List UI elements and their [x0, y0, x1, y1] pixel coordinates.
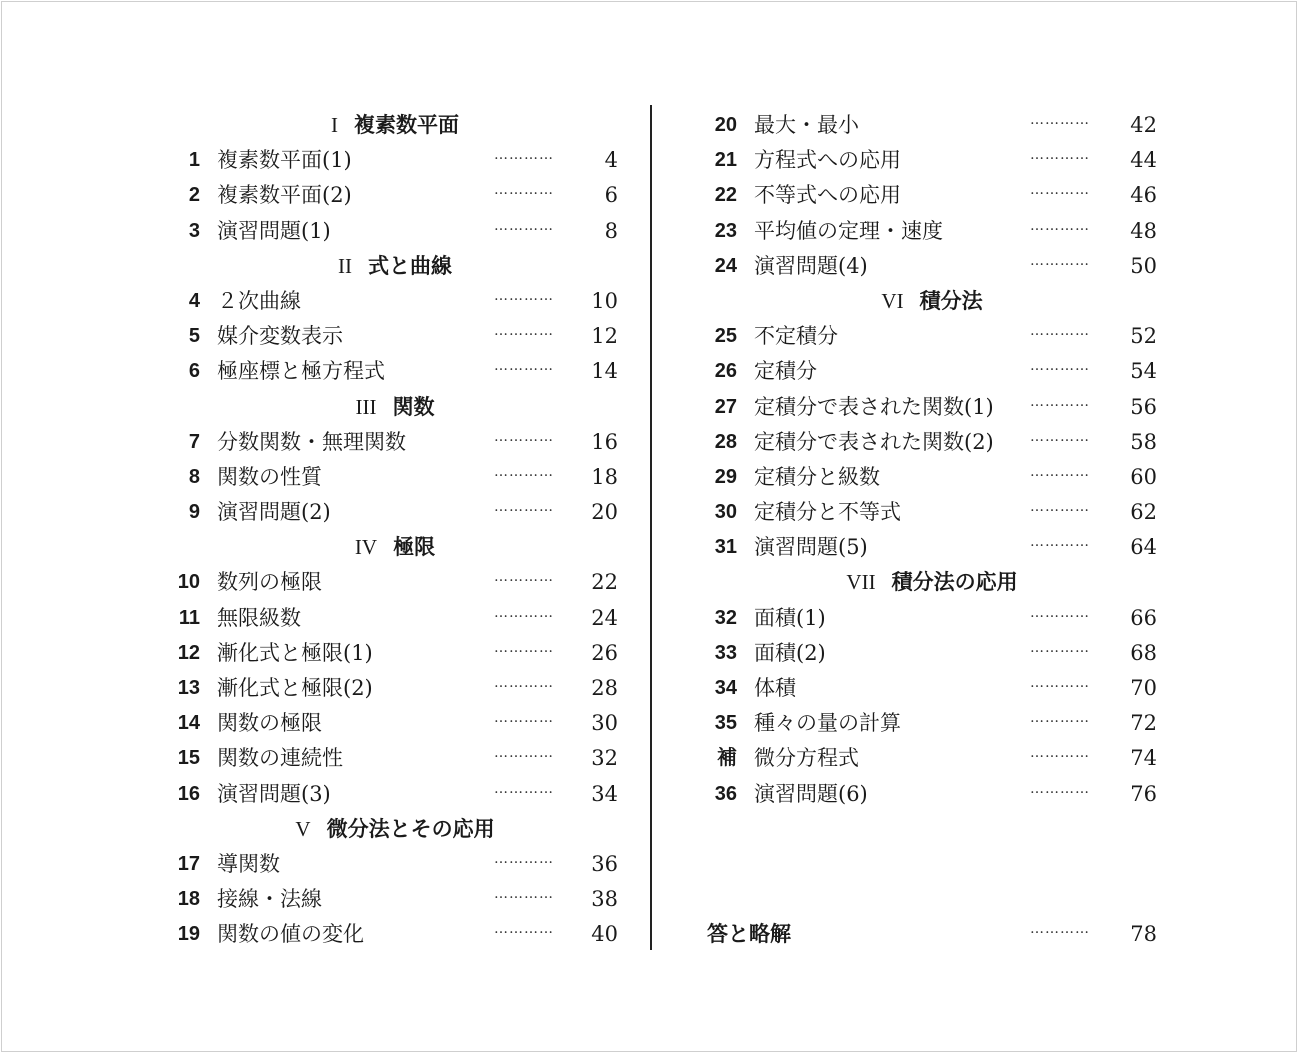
section-title: 微分法とその応用 — [326, 817, 495, 841]
dot-leader: ………… — [1030, 358, 1090, 375]
toc-entry[interactable] — [160, 917, 630, 952]
entry-title: 演習問題(2) — [217, 500, 331, 525]
dot-leader: ………… — [494, 217, 554, 234]
entry-page-number: 32 — [591, 746, 618, 771]
section-heading — [697, 565, 1167, 600]
entry-page-number: 66 — [1130, 605, 1157, 630]
entry-page-number: 38 — [591, 887, 618, 912]
dot-leader: ………… — [494, 428, 554, 445]
toc-entry[interactable] — [697, 214, 1167, 249]
entry-number: 23 — [714, 219, 737, 242]
entry-page-number: 20 — [591, 500, 618, 525]
section-heading — [160, 390, 630, 425]
blank-line — [697, 812, 1167, 847]
entry-page-number: 30 — [591, 711, 618, 736]
section-heading — [160, 812, 630, 847]
dot-leader: ………… — [494, 499, 554, 516]
toc-column-right — [697, 108, 1167, 953]
entry-title: 体積 — [754, 676, 796, 700]
entry-page-number: 58 — [1130, 429, 1157, 454]
entry-title: 接線・法線 — [217, 887, 322, 912]
entry-page-number: 76 — [1130, 781, 1157, 806]
toc-column-left — [160, 108, 630, 953]
entry-title: 極座標と極方程式 — [217, 359, 385, 384]
toc-entry[interactable] — [697, 425, 1167, 460]
toc-entry[interactable] — [160, 178, 630, 213]
entry-number: 16 — [177, 782, 200, 805]
entry-number: 28 — [714, 430, 737, 453]
dot-leader: ………… — [494, 745, 554, 762]
toc-entry[interactable] — [697, 601, 1167, 636]
entry-page-number: 34 — [591, 781, 618, 806]
entry-title: 定積分と級数 — [754, 464, 880, 489]
section-title: 関数 — [392, 395, 435, 419]
dot-leader: ………… — [1030, 745, 1090, 762]
section-numeral: VI — [881, 288, 904, 313]
dot-leader: ………… — [494, 463, 554, 480]
toc-entry[interactable] — [160, 636, 630, 671]
section-title: 極限 — [393, 536, 436, 560]
dot-leader: ………… — [1030, 534, 1090, 551]
toc-entry[interactable] — [160, 214, 630, 249]
entry-number: 36 — [714, 782, 737, 805]
entry-page-number: 18 — [591, 464, 618, 489]
toc-entry[interactable] — [697, 249, 1167, 284]
dot-leader: ………… — [1030, 182, 1090, 199]
entry-page-number: 46 — [1130, 183, 1157, 208]
dot-leader: ………… — [494, 675, 554, 691]
entry-page-number: 64 — [1130, 535, 1157, 560]
entry-number: 10 — [177, 571, 200, 594]
entry-number: 29 — [714, 465, 737, 488]
toc-entry[interactable] — [697, 143, 1167, 178]
entry-page-number: 28 — [591, 676, 618, 700]
entry-title: 導関数 — [217, 851, 280, 876]
toc-entry[interactable] — [160, 565, 630, 600]
entry-page-number: 78 — [1130, 922, 1157, 947]
dot-leader: ………… — [494, 569, 554, 586]
dot-leader: ………… — [494, 147, 554, 164]
entry-number: 22 — [714, 184, 737, 207]
entry-page-number: 56 — [1130, 394, 1157, 419]
entry-number: 30 — [714, 501, 737, 524]
toc-entry[interactable] — [697, 178, 1167, 213]
entry-title: 平均値の定理・速度 — [754, 218, 943, 243]
entry-page-number: 74 — [1130, 746, 1157, 771]
entry-number: 27 — [714, 395, 737, 418]
entry-number: 6 — [188, 360, 200, 383]
section-title: 積分法 — [919, 289, 983, 313]
entry-title: 定積分と不等式 — [754, 500, 901, 525]
entry-title: 種々の量の計算 — [754, 711, 901, 736]
section-numeral: V — [295, 816, 311, 841]
toc-entry[interactable] — [160, 601, 630, 636]
dot-leader: ………… — [1030, 499, 1090, 516]
toc-entry[interactable] — [697, 495, 1167, 530]
entry-number: 3 — [188, 219, 200, 242]
toc-entry[interactable] — [160, 143, 630, 178]
toc-entry-answers[interactable] — [697, 917, 1167, 952]
toc-entry[interactable] — [160, 425, 630, 460]
entry-title: 関数の連続性 — [217, 746, 343, 771]
toc-entry[interactable] — [697, 706, 1167, 741]
entry-title: 演習問題(1) — [217, 218, 331, 243]
dot-leader: ………… — [1030, 428, 1090, 445]
toc-entry[interactable] — [697, 108, 1167, 143]
section-heading — [160, 530, 630, 565]
entry-number: 9 — [188, 501, 200, 524]
dot-leader: ………… — [494, 710, 554, 727]
entry-title: 面積(2) — [754, 640, 826, 665]
dot-leader: ………… — [494, 604, 554, 621]
dot-leader: ………… — [494, 358, 554, 375]
entry-page-number: 72 — [1130, 711, 1157, 736]
entry-number: 25 — [714, 325, 737, 348]
entry-number: 21 — [714, 149, 737, 172]
entry-number: 17 — [177, 852, 200, 875]
dot-leader: ………… — [1030, 323, 1090, 340]
toc-entry[interactable] — [160, 495, 630, 530]
entry-title: 演習問題(5) — [754, 535, 868, 560]
entry-number: 31 — [714, 536, 737, 559]
entry-number: 2 — [188, 184, 200, 207]
dot-leader: ………… — [1030, 675, 1090, 691]
entry-title: 無限級数 — [217, 605, 301, 630]
entry-number: 4 — [188, 289, 200, 312]
entry-title: 面積(1) — [754, 605, 826, 630]
entry-number: 7 — [188, 430, 200, 453]
toc-entry[interactable] — [160, 741, 630, 776]
dot-leader: ………… — [494, 780, 554, 797]
entry-page-number: 22 — [591, 570, 618, 595]
dot-leader: ………… — [494, 182, 554, 199]
entry-page-number: 4 — [604, 148, 618, 173]
toc-entry[interactable] — [160, 777, 630, 812]
dot-leader: ………… — [1030, 217, 1090, 234]
dot-leader: ………… — [1030, 252, 1090, 269]
toc-entry[interactable] — [697, 460, 1167, 495]
toc-entry[interactable] — [697, 319, 1167, 354]
section-heading — [697, 284, 1167, 319]
dot-leader: ………… — [1030, 604, 1090, 621]
entry-page-number: 50 — [1130, 253, 1157, 278]
dot-leader: ………… — [494, 850, 554, 867]
dot-leader: ………… — [494, 287, 554, 304]
toc-entry[interactable] — [160, 460, 630, 495]
entry-title: 不定積分 — [754, 324, 838, 349]
entry-number: 18 — [177, 888, 200, 911]
dot-leader: ………… — [1030, 921, 1090, 938]
entry-page-number: 8 — [604, 218, 618, 243]
dot-leader: ………… — [1030, 393, 1090, 410]
entry-number: 13 — [177, 677, 200, 699]
entry-number: 14 — [177, 712, 200, 735]
section-title: 式と曲線 — [368, 254, 452, 278]
entry-title: 演習問題(4) — [754, 253, 868, 278]
dot-leader: ………… — [1030, 780, 1090, 797]
entry-title: 関数の性質 — [217, 464, 322, 489]
entry-page-number: 42 — [1130, 113, 1157, 137]
dot-leader: ………… — [1030, 463, 1090, 480]
toc-entry[interactable] — [697, 636, 1167, 671]
entry-title: 関数の値の変化 — [217, 922, 364, 947]
section-numeral: I — [331, 113, 338, 137]
toc-entry[interactable] — [160, 847, 630, 882]
entry-title: 演習問題(6) — [754, 781, 868, 806]
entry-page-number: 26 — [591, 640, 618, 665]
entry-number: 1 — [188, 149, 200, 172]
section-numeral: II — [338, 253, 352, 278]
entry-title: 複素数平面(1) — [217, 148, 352, 173]
entry-page-number: 14 — [591, 359, 618, 384]
entry-number: 12 — [177, 641, 200, 664]
entry-title: 定積分 — [754, 359, 817, 384]
entry-title: 分数関数・無理関数 — [217, 429, 406, 454]
entry-page-number: 52 — [1130, 324, 1157, 349]
entry-page-number: 6 — [604, 183, 618, 208]
entry-number: 5 — [188, 325, 200, 348]
entry-title: 数列の極限 — [217, 570, 322, 595]
section-numeral: VII — [846, 570, 876, 595]
toc-entry[interactable] — [697, 741, 1167, 776]
entry-page-number: 54 — [1130, 359, 1157, 384]
dot-leader: ………… — [494, 886, 554, 903]
dot-leader: ………… — [494, 323, 554, 340]
entry-page-number: 12 — [591, 324, 618, 349]
column-divider — [650, 105, 652, 950]
toc-entry[interactable] — [697, 390, 1167, 425]
toc-entry[interactable] — [697, 671, 1167, 706]
entry-title: 複素数平面(2) — [217, 183, 352, 208]
entry-title: 関数の極限 — [217, 711, 322, 736]
entry-page-number: 36 — [591, 851, 618, 876]
entry-title: 答と略解 — [707, 923, 791, 947]
toc-entry[interactable] — [160, 284, 630, 319]
dot-leader: ………… — [494, 639, 554, 656]
entry-number: 24 — [714, 254, 737, 277]
section-numeral: IV — [354, 535, 378, 560]
dot-leader: ………… — [1030, 112, 1090, 128]
entry-number: 26 — [714, 360, 737, 383]
toc-entry[interactable] — [160, 882, 630, 917]
toc-entry[interactable] — [160, 354, 630, 389]
entry-title: 微分方程式 — [754, 746, 859, 771]
blank-line — [697, 847, 1167, 882]
entry-page-number: 44 — [1130, 148, 1157, 173]
toc-entry[interactable] — [160, 671, 630, 706]
dot-leader: ………… — [1030, 639, 1090, 656]
section-heading — [160, 249, 630, 284]
entry-page-number: 24 — [591, 605, 618, 630]
entry-page-number: 40 — [591, 922, 618, 947]
entry-number: 15 — [177, 747, 200, 770]
section-title: 複素数平面 — [354, 114, 459, 137]
entry-page-number: 68 — [1130, 640, 1157, 665]
entry-title: 漸化式と極限(1) — [217, 640, 373, 665]
entry-title: 方程式への応用 — [754, 148, 901, 173]
entry-number: 19 — [177, 923, 200, 946]
entry-title: 不等式への応用 — [754, 183, 901, 208]
entry-number: 32 — [714, 606, 737, 629]
dot-leader: ………… — [1030, 710, 1090, 727]
entry-page-number: 16 — [591, 429, 618, 454]
section-heading — [160, 108, 630, 143]
entry-number: 補 — [717, 747, 737, 770]
entry-page-number: 62 — [1130, 500, 1157, 525]
entry-title: 媒介変数表示 — [217, 324, 343, 349]
entry-page-number: 60 — [1130, 464, 1157, 489]
entry-title: 漸化式と極限(2) — [217, 676, 373, 700]
dot-leader: ………… — [1030, 147, 1090, 164]
toc-entry[interactable] — [697, 530, 1167, 565]
entry-title: 定積分で表された関数(2) — [754, 429, 994, 454]
entry-page-number: 10 — [591, 288, 618, 313]
dot-leader: ………… — [494, 921, 554, 938]
entry-title: ２次曲線 — [217, 288, 301, 313]
toc-entry[interactable] — [697, 354, 1167, 389]
toc-entry[interactable] — [160, 706, 630, 741]
entry-title: 最大・最小 — [754, 113, 859, 137]
entry-number: 11 — [178, 606, 200, 629]
entry-page-number: 70 — [1130, 676, 1157, 700]
toc-entry[interactable] — [697, 777, 1167, 812]
entry-title: 定積分で表された関数(1) — [754, 394, 994, 419]
section-title: 積分法の応用 — [891, 571, 1018, 595]
entry-number: 8 — [188, 465, 200, 488]
entry-page-number: 48 — [1130, 218, 1157, 243]
entry-title: 演習問題(3) — [217, 781, 331, 806]
section-numeral: III — [355, 394, 377, 419]
entry-number: 34 — [714, 677, 737, 699]
entry-number: 33 — [714, 641, 737, 664]
blank-line — [697, 882, 1167, 917]
entry-number: 20 — [714, 114, 737, 136]
toc-entry[interactable] — [160, 319, 630, 354]
entry-number: 35 — [714, 712, 737, 735]
